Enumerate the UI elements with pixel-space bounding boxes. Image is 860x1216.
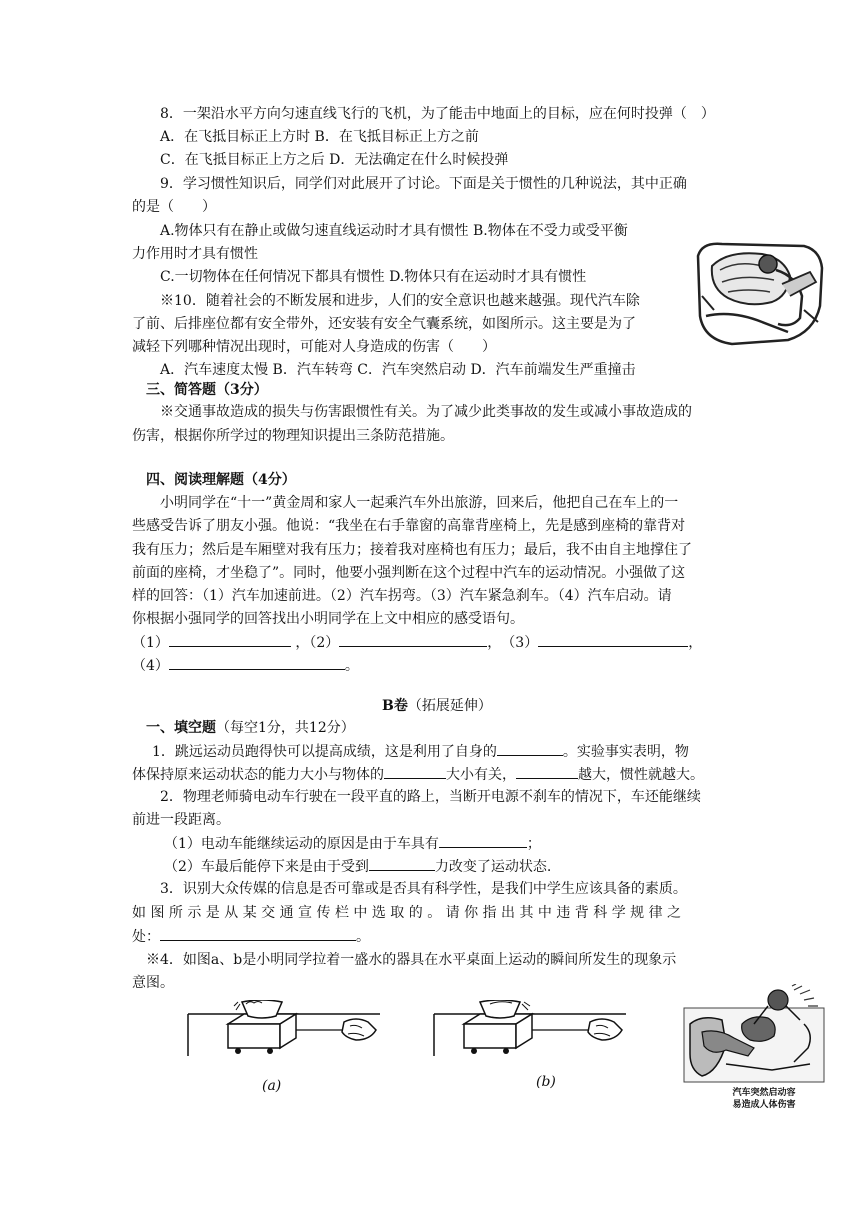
b-q1-blank-1[interactable]: [497, 741, 563, 756]
figure-b-caption: (b): [536, 1074, 556, 1090]
answer-line-4: [132, 655, 359, 676]
figure-b-bowl-cart: [430, 1000, 630, 1064]
b-q2-blank-2[interactable]: [369, 856, 435, 871]
blank3-label: ， （3）: [487, 635, 539, 651]
poster-caption-2: 易造成人体伤害: [732, 1100, 796, 1110]
section4-para-5: 样的回答：（1）汽车加速前进。（2）汽车拐弯。（3）汽车紧急刹车。（4）汽车启动。请: [132, 588, 672, 604]
b-q1-blank-2[interactable]: [384, 764, 446, 779]
part-b-title-note: （拓展延伸）: [407, 698, 492, 714]
answer-blank-4[interactable]: [169, 655, 345, 670]
airbag-figure: [692, 236, 828, 348]
section4-para-3: 我有压力；然后是车厢壁对我有压力；接着我对座椅也有压力；最后，我不由自主地撑住了: [132, 542, 692, 558]
traffic-poster-figure: [682, 984, 828, 1084]
b-q1-l2-mid: 大小有关，: [446, 767, 516, 783]
b-q2-s1-post: ；: [526, 836, 541, 852]
b-q3-line-3: [132, 926, 370, 947]
b-q2-sub-1: [164, 833, 541, 854]
b-q1-blank-3[interactable]: [516, 764, 578, 779]
q8-options-cd: C．在飞抵目标正上方之后 D．无法确定在什么时候投弹: [160, 152, 509, 168]
answer-blank-1[interactable]: [169, 632, 291, 647]
q8-stem: 8．一架沿水平方向匀速直线飞行的飞机，为了能击中地面上的目标，应在何时投弹（ ）: [160, 106, 715, 122]
b-q1-l2-pre: 体保持原来运动状态的能力大小与物体的: [132, 767, 384, 783]
q8-options-ab: A．在飞抵目标正上方时 B．在飞抵目标正上方之前: [160, 129, 479, 145]
b-q2-line-2: 前进一段距离。: [132, 812, 230, 828]
section3-body-1: ※交通事故造成的损失与伤害跟惯性有关。为了减少此类事故的发生或减小事故造成的: [160, 404, 692, 420]
b-q4-line-2: 意图。: [132, 975, 174, 991]
q10-stem-1: ※10．随着社会的不断发展和进步，人们的安全意识也越来越强。现代汽车除: [160, 293, 640, 309]
b-q3-l3-post: 。: [356, 929, 370, 945]
q10-stem-2: 了前、后排座位都有安全带外，还安装有安全气囊系统，如图所示。这主要是为了: [132, 316, 636, 332]
b-q3-line-1: 3．识别大众传媒的信息是否可靠或是否具有科学性，是我们中学生应该具备的素质。: [160, 881, 687, 897]
q10-options: A．汽车速度太慢 B．汽车转弯 C．汽车突然启动 D．汽车前端发生严重撞击: [160, 362, 636, 378]
section3-body-2: 伤害，根据你所学过的物理知识提出三条防范措施。: [132, 428, 454, 444]
b-q3-l3-pre: 处：: [132, 929, 160, 945]
part-b-title-main: B卷: [382, 698, 408, 714]
figure-a-bowl-cart: [184, 1000, 384, 1064]
q9-options-ab-2: 力作用时才具有惯性: [132, 246, 258, 262]
q9-options-ab-1: A.物体只有在静止或做匀速直线运动时才具有惯性 B.物体在不受力或受平衡: [160, 223, 628, 239]
q9-stem-1: 9．学习惯性知识后，同学们对此展开了讨论。下面是关于惯性的几种说法，其中正确: [160, 176, 687, 192]
blank2-label: ，（2）: [295, 635, 340, 651]
b-q4-line-1: ※4．如图a、b是小明同学拉着一盛水的器具在水平桌面上运动的瞬间所发生的现象示: [146, 952, 677, 968]
section4-para-6: 你根据小强同学的回答找出小明同学在上文中相应的感受语句。: [132, 611, 524, 627]
part-b-section1-heading: [146, 718, 355, 738]
b-q3-line-2: 如 图 所 示 是 从 某 交 通 宣 传 栏 中 选 取 的 。 请 你 指 出 其 中 违 背 科 学 规 律 之: [132, 905, 682, 921]
blank4-label: （4）: [132, 658, 169, 674]
part-b-title: [382, 696, 492, 716]
answer-blank-3[interactable]: [538, 632, 688, 647]
b-q3-blank[interactable]: [160, 926, 356, 941]
b-q2-s2-pre: （2）车最后能停下来是由于受到: [164, 859, 369, 875]
figure-a-caption: (a): [262, 1078, 282, 1094]
blank3-end: ，: [688, 635, 703, 651]
blank4-end: 。: [344, 658, 359, 674]
b-q2-sub-2: [164, 856, 551, 877]
section4-para-4: 前面的座椅，才坐稳了”。同时，他要小强判断在这个过程中汽车的运动情况。小强做了这: [132, 565, 686, 581]
q9-stem-2: 的是（ ）: [132, 199, 216, 215]
b-q2-line-1: 2．物理老师骑电动车行驶在一段平直的路上，当断开电源不刹车的情况下，车还能继续: [160, 789, 701, 805]
part-b-section1-title: 一、填空题: [146, 720, 216, 736]
b-q1-l1-pre: 1．跳远运动员跑得快可以提高成绩，这是利用了自身的: [152, 744, 497, 760]
b-q1-l2-post: 越大，惯性就越大。: [578, 767, 704, 783]
answer-line-1-3: [132, 632, 702, 653]
answer-blank-2[interactable]: [339, 632, 487, 647]
section4-para-2: 些感受告诉了朋友小强。他说：“我坐在右手靠窗的高靠背座椅上，先是感到座椅的靠背对: [132, 518, 686, 534]
b-q2-s1-pre: （1）电动车能继续运动的原因是由于车具有: [164, 836, 439, 852]
poster-caption-1: 汽车突然启动容: [732, 1088, 796, 1098]
b-q2-s2-post: 力改变了运动状态.: [434, 859, 552, 875]
section4-heading: 四、阅读理解题（4分）: [146, 472, 296, 488]
section4-para-1: 小明同学在“十一”黄金周和家人一起乘汽车外出旅游，回来后，他把自己在车上的一: [160, 495, 679, 511]
part-b-section1-note: （每空1分，共12分）: [216, 720, 355, 736]
b-q1-line-2: [132, 764, 704, 785]
section3-heading: 三、简答题（3分）: [146, 382, 268, 398]
q9-options-cd: C.一切物体在任何情况下都具有惯性 D.物体只有在运动时才具有惯性: [160, 269, 587, 285]
q10-stem-3: 减轻下列哪种情况出现时，可能对人身造成的伤害（ ）: [132, 339, 496, 355]
b-q1-line-1: [152, 741, 689, 762]
b-q1-l1-post: 。实验事实表明，物: [562, 744, 689, 760]
blank1-label: （1）: [132, 635, 169, 651]
b-q2-blank-1[interactable]: [439, 833, 527, 848]
